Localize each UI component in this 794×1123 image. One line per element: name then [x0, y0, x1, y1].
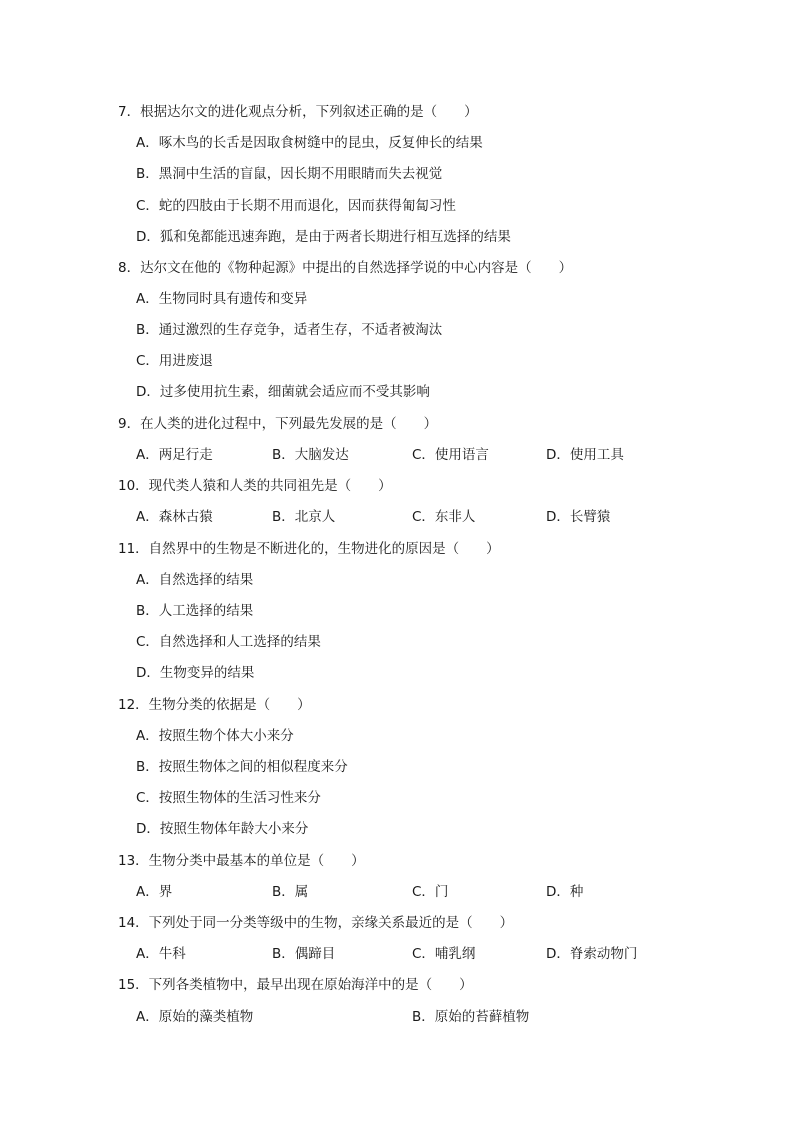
- question-9-option-d: D．使用工具: [546, 447, 624, 463]
- question-7-option-c: C．蛇的四肢由于长期不用而退化，因而获得匍匐习性: [136, 198, 456, 214]
- question-10-option-a: A．森林古猿: [136, 509, 213, 525]
- question-15-option-b: B．原始的苔藓植物: [412, 1009, 530, 1025]
- question-11-option-d: D．生物变异的结果: [136, 665, 255, 681]
- question-12-stem: 12．生物分类的依据是（ ）: [118, 697, 311, 713]
- question-14-option-d: D．脊索动物门: [546, 946, 638, 962]
- question-9-option-a: A．两足行走: [136, 447, 213, 463]
- question-8-option-c: C．用进废退: [136, 353, 213, 369]
- question-15-stem: 15．下列各类植物中，最早出现在原始海洋中的是（ ）: [118, 977, 473, 993]
- question-14-option-b: B．偶蹄目: [272, 946, 336, 962]
- question-12-option-c: C．按照生物体的生活习性来分: [136, 790, 321, 806]
- question-12-option-a: A．按照生物个体大小来分: [136, 728, 294, 744]
- question-13-option-b: B．属: [272, 884, 309, 900]
- question-9-stem: 9．在人类的进化过程中，下列最先发展的是（ ）: [118, 416, 438, 432]
- question-13-option-a: A．界: [136, 884, 173, 900]
- question-11-stem: 11．自然界中的生物是不断进化的，生物进化的原因是（ ）: [118, 541, 500, 557]
- question-7-option-b: B．黑洞中生活的盲鼠，因长期不用眼睛而失去视觉: [136, 166, 443, 182]
- question-13-stem: 13．生物分类中最基本的单位是（ ）: [118, 853, 365, 869]
- question-13-option-c: C．门: [412, 884, 449, 900]
- question-10-option-b: B．北京人: [272, 509, 336, 525]
- question-9-option-b: B．大脑发达: [272, 447, 349, 463]
- question-10-stem: 10．现代类人猿和人类的共同祖先是（ ）: [118, 478, 392, 494]
- question-8-option-d: D．过多使用抗生素，细菌就会适应而不受其影响: [136, 384, 430, 400]
- question-10-option-d: D．长臂猿: [546, 509, 611, 525]
- question-12-option-d: D．按照生物体年龄大小来分: [136, 821, 309, 837]
- question-14-option-c: C．哺乳纲: [412, 946, 476, 962]
- question-11-option-b: B．人工选择的结果: [136, 603, 254, 619]
- question-7-option-a: A．啄木鸟的长舌是因取食树缝中的昆虫，反复伸长的结果: [136, 135, 483, 151]
- question-15-option-a: A．原始的藻类植物: [136, 1009, 254, 1025]
- question-7-stem: 7．根据达尔文的进化观点分析，下列叙述正确的是（ ）: [118, 104, 478, 120]
- question-14-option-a: A．牛科: [136, 946, 186, 962]
- question-8-option-a: A．生物同时具有遗传和变异: [136, 291, 308, 307]
- question-14-stem: 14．下列处于同一分类等级中的生物，亲缘关系最近的是（ ）: [118, 915, 514, 931]
- question-10-option-c: C．东非人: [412, 509, 476, 525]
- question-12-option-b: B．按照生物体之间的相似程度来分: [136, 759, 348, 775]
- question-11-option-a: A．自然选择的结果: [136, 572, 254, 588]
- question-7-option-d: D．狐和兔都能迅速奔跑，是由于两者长期进行相互选择的结果: [136, 229, 511, 245]
- question-13-option-d: D．种: [546, 884, 584, 900]
- question-9-option-c: C．使用语言: [412, 447, 489, 463]
- question-8-stem: 8．达尔文在他的《物种起源》中提出的自然选择学说的中心内容是（ ）: [118, 260, 573, 276]
- question-8-option-b: B．通过激烈的生存竞争，适者生存，不适者被淘汰: [136, 322, 443, 338]
- question-11-option-c: C．自然选择和人工选择的结果: [136, 634, 321, 650]
